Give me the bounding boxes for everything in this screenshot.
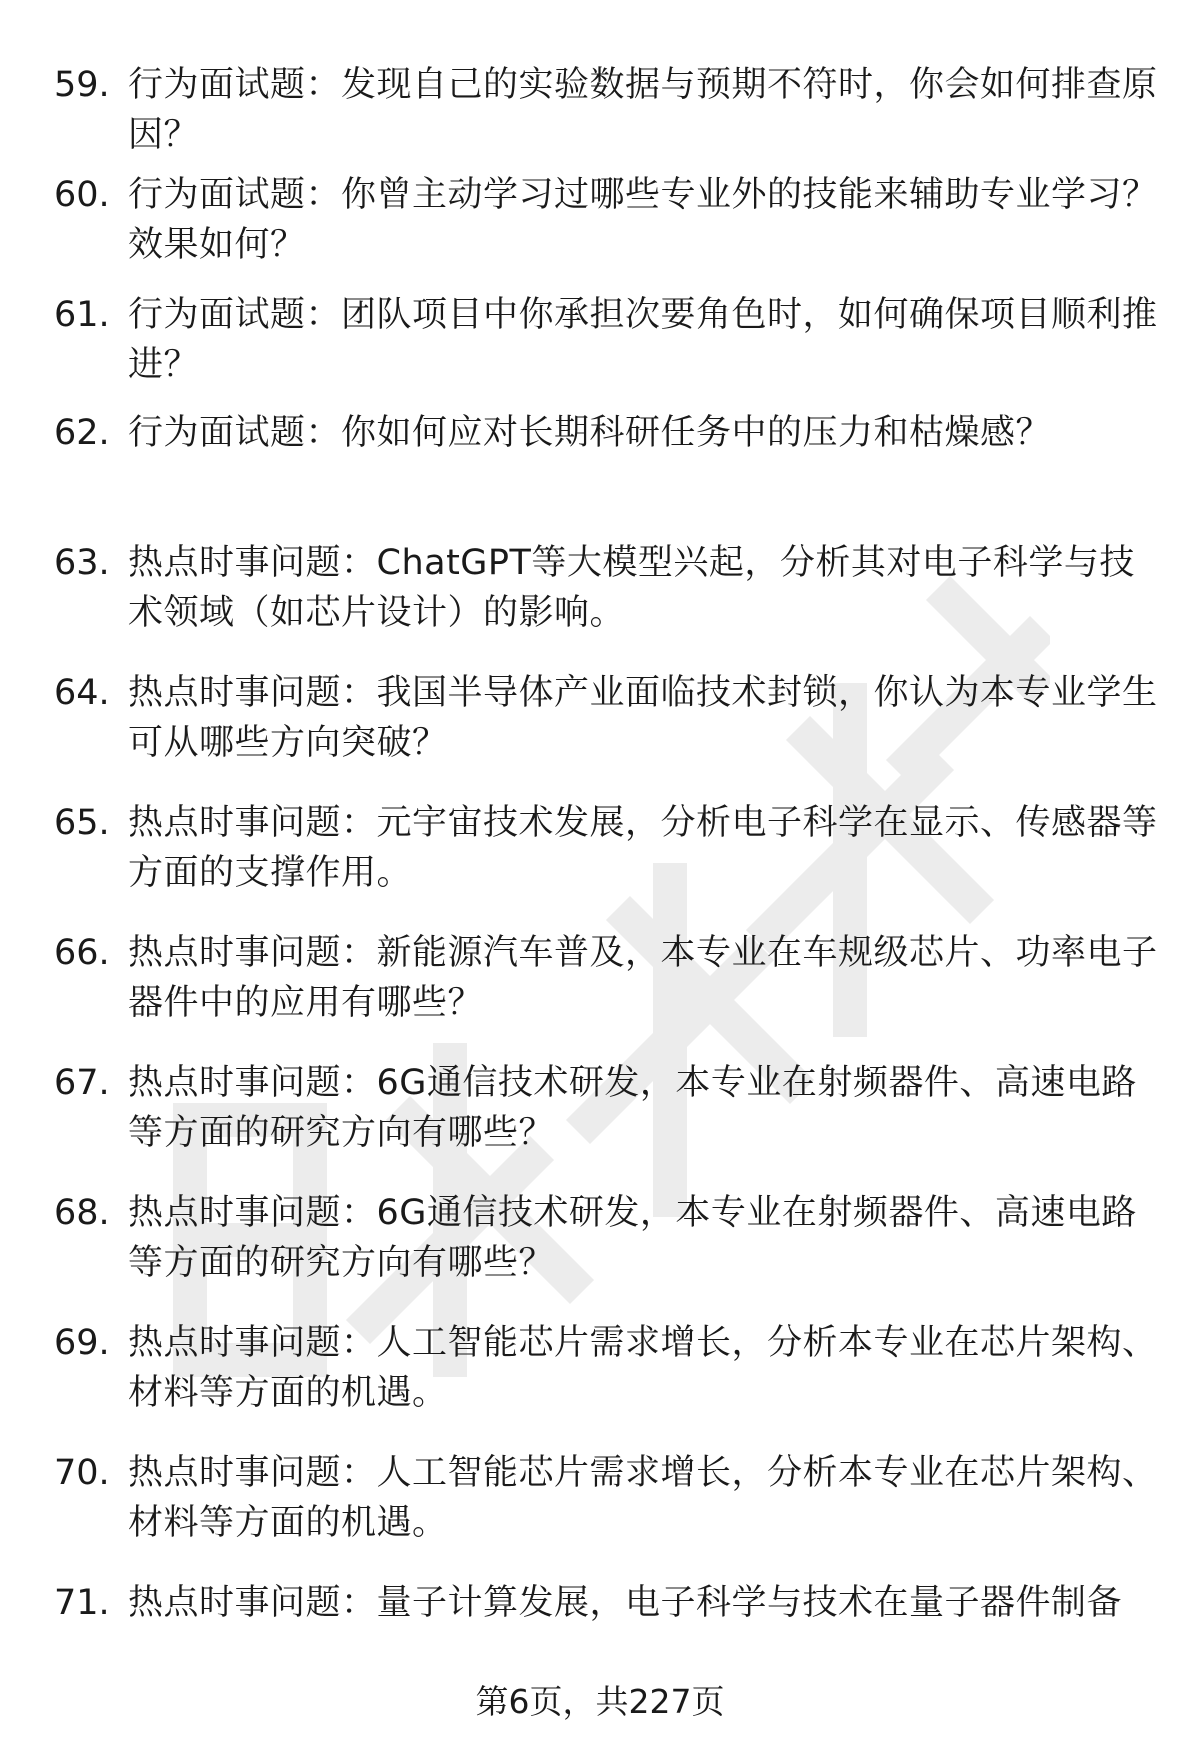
page-footer xyxy=(0,1680,1200,1724)
question-text: 热点时事问题：6G通信技术研发，本专业在射频器件、高速电路等方面的研究方向有哪些？ xyxy=(128,1193,1137,1283)
question-text: 行为面试题：团队项目中你承担次要角色时，如何确保项目顺利推进？ xyxy=(128,295,1158,385)
question-number: 71. xyxy=(54,1583,110,1623)
question-text: 热点时事问题：ChatGPT等大模型兴起，分析其对电子科学与技术领域（如芯片设计）的影响。 xyxy=(128,543,1135,633)
question-number: 60. xyxy=(54,175,110,215)
question-text: 热点时事问题：新能源汽车普及，本专业在车规级芯片、功率电子器件中的应用有哪些？ xyxy=(128,933,1158,1023)
question-number: 69. xyxy=(54,1323,110,1363)
question-number: 64. xyxy=(54,673,110,713)
question-number: 66. xyxy=(54,933,110,973)
question-text: 行为面试题：你如何应对长期科研任务中的压力和枯燥感？ xyxy=(128,413,1052,453)
question-text: 热点时事问题：人工智能芯片需求增长，分析本专业在芯片架构、材料等方面的机遇。 xyxy=(128,1453,1158,1543)
question-text: 行为面试题：你曾主动学习过哪些专业外的技能来辅助专业学习？效果如何？ xyxy=(128,175,1158,265)
question-text: 热点时事问题：6G通信技术研发，本专业在射频器件、高速电路等方面的研究方向有哪些？ xyxy=(128,1063,1137,1153)
question-number: 63. xyxy=(54,543,110,583)
question-text: 热点时事问题：量子计算发展，电子科学与技术在量子器件制备 xyxy=(128,1583,1123,1623)
question-number: 70. xyxy=(54,1453,110,1493)
question-text: 热点时事问题：元宇宙技术发展，分析电子科学在显示、传感器等方面的支撑作用。 xyxy=(128,803,1158,893)
question-number: 67. xyxy=(54,1063,110,1103)
question-number: 65. xyxy=(54,803,110,843)
question-number: 62. xyxy=(54,413,110,453)
question-text: 热点时事问题：我国半导体产业面临技术封锁，你认为本专业学生可从哪些方向突破？ xyxy=(128,673,1158,763)
question-text: 热点时事问题：人工智能芯片需求增长，分析本专业在芯片架构、材料等方面的机遇。 xyxy=(128,1323,1158,1413)
question-text: 行为面试题：发现自己的实验数据与预期不符时，你会如何排查原因？ xyxy=(128,65,1158,155)
question-number: 61. xyxy=(54,295,110,335)
question-number: 68. xyxy=(54,1193,110,1233)
page-number: 第6页，共227页 xyxy=(475,1682,725,1721)
question-number: 59. xyxy=(54,65,110,105)
